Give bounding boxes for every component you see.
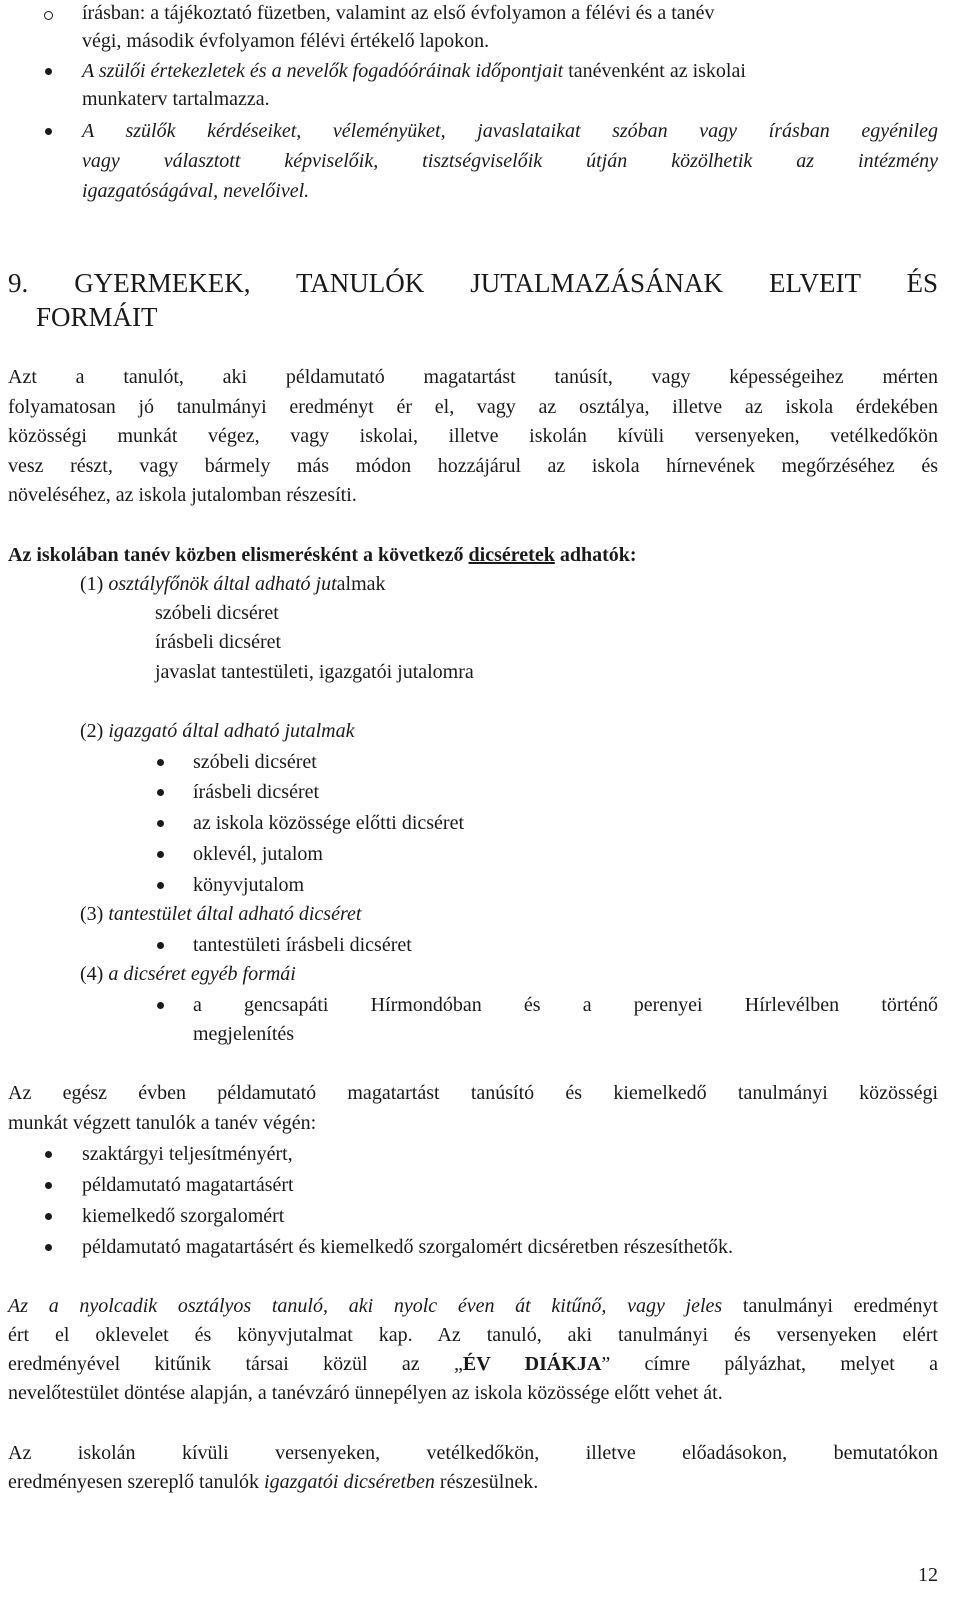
bullet-icon	[45, 128, 52, 135]
paragraph-line: munkát végzett tanulók a tanév végén:	[8, 1112, 317, 1134]
section-heading: FORMÁIT	[36, 302, 158, 332]
section-heading: 9. GYERMEKEK, TANULÓK JUTALMAZÁSÁNAK ELVEIT ÉS	[8, 268, 938, 298]
bullet-icon	[45, 1151, 52, 1158]
paragraph-line: Azt a tanulót, aki példamutató magatartást tanúsít, vagy képességeihez mérten	[8, 366, 938, 388]
bullet-icon	[45, 1182, 52, 1189]
paragraph-line: eredményesen szereplő tanulók igazgatói dicséretben részesülnek.	[8, 1471, 539, 1493]
paragraph-line: vesz részt, vagy bármely más módon hozzájárul az iskola hírnevének megőrzéséhez és	[8, 455, 938, 477]
list-item-text: tanévenként az iskolai	[563, 60, 746, 82]
group-title: (4) a dicséret egyéb formái	[80, 963, 296, 985]
list-item: a gencsapáti Hírmondóban és a perenyei Hírlevélben történő	[193, 994, 938, 1016]
paragraph-line: közösségi munkát végez, vagy iskolai, illetve iskolán kívüli versenyeken, vetélkedőkön	[8, 425, 938, 447]
group-title: (2) igazgató által adható jutalmak	[80, 720, 355, 742]
list-item-text: A szülők kérdéseiket, véleményüket, javaslataikat szóban vagy írásban egyénileg	[82, 120, 938, 142]
paragraph-line: ért el oklevelet és könyvjutalmat kap. Az tanuló, aki tanulmányi és versenyeken elért	[8, 1324, 938, 1346]
list-item: szóbeli dicséret	[155, 602, 279, 624]
list-item: szóbeli dicséret	[193, 751, 317, 773]
list-item: példamutató magatartásért és kiemelkedő szorgalomért dicséretben részesíthetők.	[82, 1236, 734, 1258]
list-item: megjelenítés	[193, 1023, 295, 1045]
sub-item-line: végi, második évfolyamon félévi értékelő lapokon.	[82, 30, 490, 52]
paragraph-line: nevelőtestület döntése alapján, a tanévzáró ünnepélyen az iskola közössége előtt vehet át.	[8, 1382, 723, 1404]
list-item: oklevél, jutalom	[193, 843, 323, 865]
paragraph-line: Az egész évben példamutató magatartást tanúsító és kiemelkedő tanulmányi közösségi	[8, 1082, 938, 1104]
list-item: írásbeli dicséret	[155, 631, 282, 653]
list-item: könyvjutalom	[193, 874, 305, 896]
list-item: szaktárgyi teljesítményért,	[82, 1143, 293, 1165]
paragraph-line: eredményével kitűnik társai közül az „ÉV DIÁKJA” címre pályázhat, melyet a	[8, 1353, 939, 1375]
bullet-icon	[45, 1213, 52, 1220]
sub-item-line: írásban: a tájékoztató füzetben, valamint az első évfolyamon a félévi és a tanév	[82, 2, 715, 24]
list-item: írásbeli dicséret	[193, 781, 320, 803]
list-item-text: A szülői értekezletek és a nevelők fogadóóráinak időpontjait	[82, 60, 564, 82]
list-item	[82, 56, 938, 86]
list-item-text: munkaterv tartalmazza.	[82, 88, 270, 110]
list-item: tantestületi írásbeli dicséret	[193, 934, 412, 956]
list-item: példamutató magatartásért	[82, 1174, 294, 1196]
bullet-icon	[157, 759, 164, 766]
bullet-icon	[157, 942, 164, 949]
bullet-icon	[157, 851, 164, 858]
bullet-icon	[157, 820, 164, 827]
bullet-icon	[157, 789, 164, 796]
list-item-text: igazgatóságával, nevelőivel.	[82, 180, 310, 202]
bullet-icon	[157, 1002, 164, 1009]
list-item: kiemelkedő szorgalomért	[82, 1205, 285, 1227]
list-item-text: vagy választott képviselőik, tisztségviselőik útján közölhetik az intézmény	[82, 150, 938, 172]
paragraph-line: folyamatosan jó tanulmányi eredményt ér el, vagy az osztálya, illetve az iskola érdekében	[8, 396, 938, 418]
paragraph-line: Az iskolán kívüli versenyeken, vetélkedőkön, illetve előadásokon, bemutatókon	[8, 1442, 938, 1464]
paragraph-line: növeléséhez, az iskola jutalomban részesíti.	[8, 484, 357, 506]
list-item: az iskola közössége előtti dicséret	[193, 812, 465, 834]
bullet-icon	[45, 1244, 52, 1251]
hollow-bullet-icon	[44, 11, 53, 20]
list-item: javaslat tantestületi, igazgatói jutalomra	[155, 661, 474, 683]
bullet-icon	[157, 882, 164, 889]
bullet-icon	[45, 68, 52, 75]
group-title: (3) tantestület által adható dicséret	[80, 903, 362, 925]
group-title: (1) osztályfőnök által adható jutalmak	[80, 573, 386, 595]
praise-heading: Az iskolában tanév közben elismerésként a következő dicséretek adhatók:	[8, 544, 637, 566]
page-number: 12	[918, 1564, 938, 1586]
paragraph-line: Az a nyolcadik osztályos tanuló, aki nyolc éven át kitűnő, vagy jeles tanulmányi eredményt	[8, 1295, 939, 1317]
